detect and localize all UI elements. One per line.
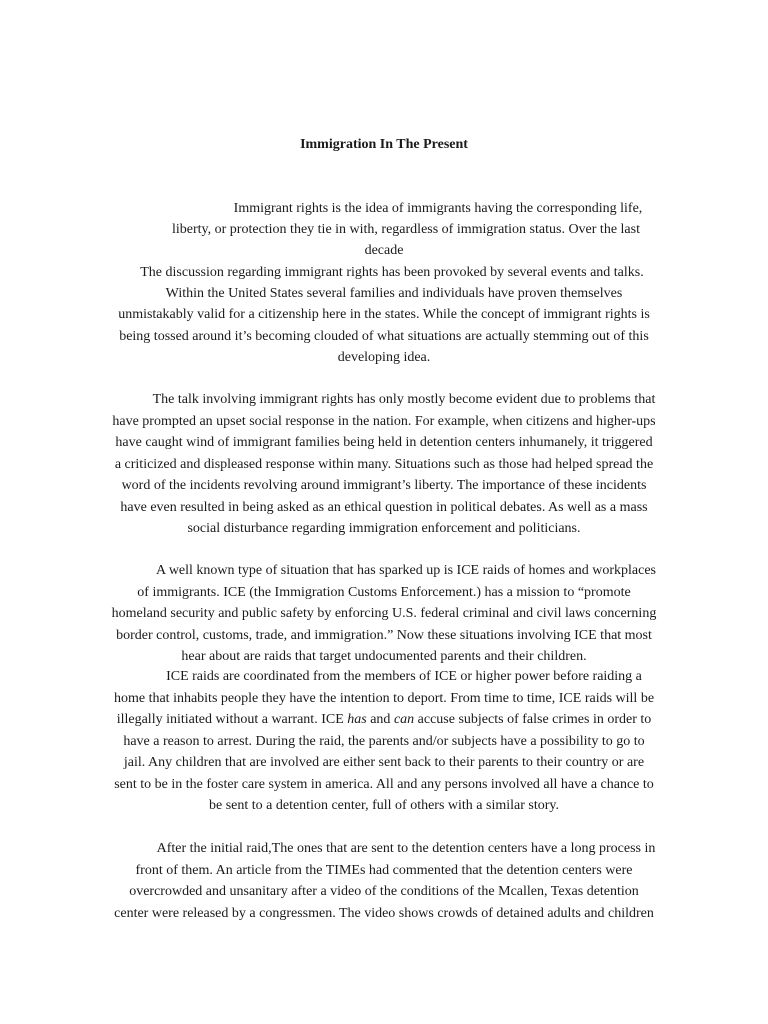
paragraph-4-line-2: front of them. An article from the TIMEs had commented that the detention centers were [135,863,633,878]
paragraph-3-line-10: jail. Any children that are involved are either sent back to their parents to their country or are [123,755,645,770]
paragraph-1-line-6: unmistakably valid for a citizenship here in the states. While the concept of immigrant rights is [118,307,650,322]
paragraph-1-line-7: being tossed around it’s becoming clouded of what situations are actually stemming out of this [119,329,649,344]
paragraph-2-line-6: have even resulted in being asked as an ethical question in political debates. As well as a mass [120,500,648,515]
paragraph-3-line-12: be sent to a detention center, full of others with a similar story. [209,798,559,813]
paragraph-3-line-4: border control, customs, trade, and immigration.” Now these situations involving ICE that most [116,628,652,643]
paragraph-3-line-7: home that inhabits people they have the intention to deport. From time to time, ICE raids will be [113,691,655,706]
paragraph-2-line-7: social disturbance regarding immigration enforcement and politicians. [187,521,581,536]
paragraph-3-line-3: homeland security and public safety by enforcing U.S. federal criminal and civil laws concerning [111,606,657,621]
paragraph-3-line-6: ICE raids are coordinated from the members of ICE or higher power before raiding a [166,669,642,684]
italic-word-can: can [393,712,415,727]
paragraph-3-line-8 [0,711,768,729]
paragraph-2-line-4: a criticized and displeased response within many. Situations such as those had helped spread the [114,457,654,472]
paragraph-3-line-9: have a reason to arrest. During the raid, the parents and/or subjects have a possibility to go to [123,734,645,749]
paragraph-2-line-2: have prompted an upset social response in the nation. For example, when citizens and higher-ups [112,414,656,429]
paragraph-1-line-2: liberty, or protection they tie in with, regardless of immigration status. Over the last [172,222,640,237]
paragraph-1-line-5: Within the United States several families and individuals have proven themselves [165,286,623,301]
italic-line-middle: and [366,712,394,727]
paragraph-4-line-4: center were released by a congressmen. The video shows crowds of detained adults and children [114,906,654,921]
document-title: Immigration In The Present [300,137,468,152]
paragraph-3-line-11: sent to be in the foster care system in america. All and any persons involved all have a chance to [114,777,654,792]
paragraph-1-line-1: Immigrant rights is the idea of immigrants having the corresponding life, [233,201,643,216]
paragraph-2-line-5: word of the incidents revolving around immigrant’s liberty. The importance of these incidents [121,478,647,493]
paragraph-4-line-1: After the initial raid,The ones that are sent to the detention centers have a long process in [156,841,656,856]
paragraph-3-line-5: hear about are raids that target undocumented parents and their children. [181,649,587,664]
italic-line-after: accuse subjects of false crimes in order to [414,712,652,727]
paragraph-1-line-3: decade [364,243,404,258]
paragraph-2-line-3: have caught wind of immigrant families being held in detention centers inhumanely, it triggered [115,435,653,450]
paragraph-1-line-4: The discussion regarding immigrant rights has been provoked by several events and talks. [140,265,644,280]
paragraph-3-line-2: of immigrants. ICE (the Immigration Customs Enforcement.) has a mission to “promote [137,585,631,600]
italic-word-has: has [347,712,367,727]
paragraph-1-line-8: developing idea. [337,350,431,365]
paragraph-4-line-3: overcrowded and unsanitary after a video of the conditions of the Mcallen, Texas detention [129,884,639,899]
paragraph-2-line-1: The talk involving immigrant rights has only mostly become evident due to problems that [152,392,656,407]
italic-line-before: illegally initiated without a warrant. ICE [116,712,348,727]
paragraph-3-line-1: A well known type of situation that has sparked up is ICE raids of homes and workplaces [155,563,656,578]
